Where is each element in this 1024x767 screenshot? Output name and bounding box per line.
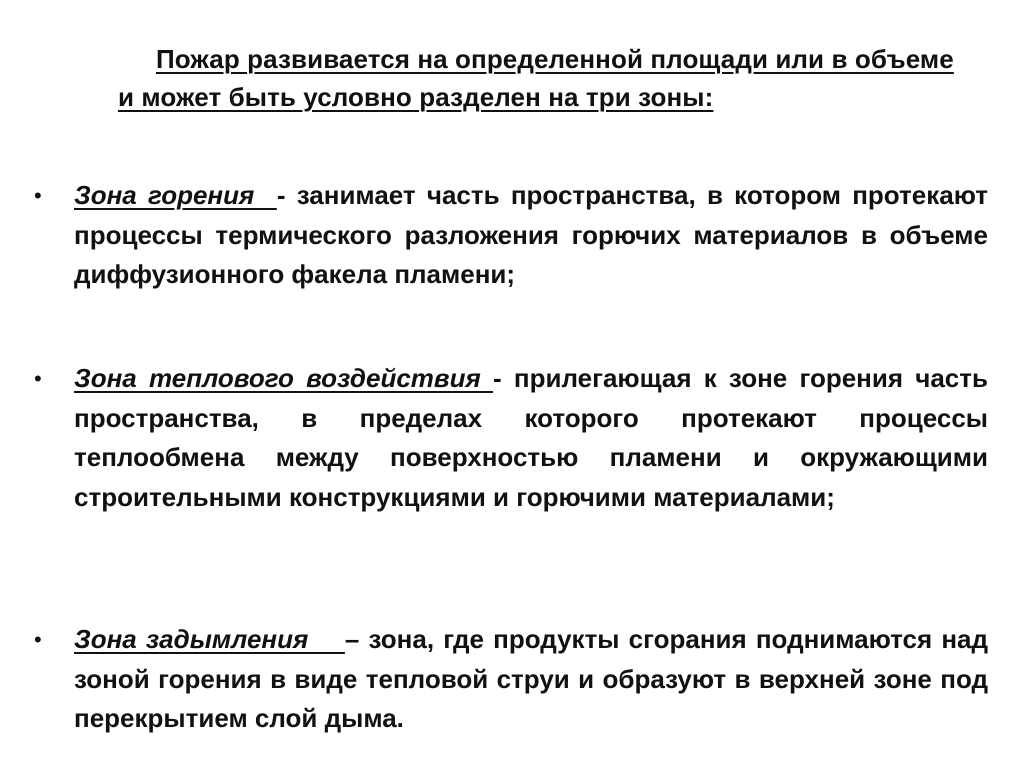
zone-description: - занимает часть пространства, в котором протекают процессы термического разложения горючих материалов в объеме диффузионного факела пламени; [74,180,988,289]
zone-term: Зона теплового воздействия [74,363,494,393]
intro-heading: Пожар развивается на определенной площади или в объеме и может быть условно разделен на три зоны: [118,44,954,112]
bullet-icon: • [34,366,42,391]
zone-item-heat-impact [34,359,988,517]
zone-term: Зона горения [74,180,277,210]
bullet-icon: • [34,183,42,208]
zone-term: Зона задымления [74,624,345,654]
zone-description: – зона, где продукты сгорания поднимаются над зоной горения в виде тепловой струи и образуют в верхней зоне под перекрытием слой дыма. [74,624,988,733]
zone-item-combustion [34,176,988,295]
zone-description: - прилегающая к зоне горения часть пространства, в пределах которого протекают процессы теплообмена между поверхностью пламени и окружающими строительными конструкциями и горючими материалами; [74,363,988,512]
zone-item-smoke [34,620,988,739]
bullet-icon: • [34,627,42,652]
